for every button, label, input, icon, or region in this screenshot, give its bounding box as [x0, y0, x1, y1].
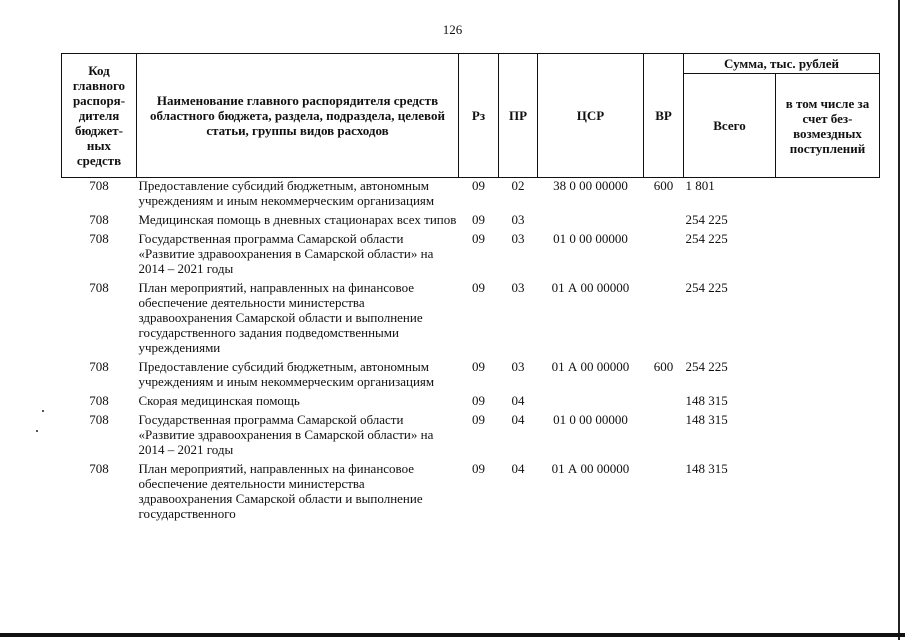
cell-incl [776, 393, 880, 412]
cell-csr [538, 212, 644, 231]
table-row [62, 359, 880, 393]
header-code: Код главного распоря-дителя бюджет-ных средств [62, 54, 137, 178]
cell-name: План мероприятий, направленных на финансовое обеспечение деятельности министерства здравоохранения Самарской области и выполнение государственного [138, 461, 423, 521]
cell-pr: 03 [511, 231, 525, 246]
cell-csr: 01 0 00 00000 [553, 231, 628, 246]
cell-total: 254 225 [685, 359, 728, 374]
cell-rz: 09 [472, 280, 485, 295]
cell-vr [644, 461, 684, 525]
header-vr: ВР [644, 54, 684, 178]
cell-incl [776, 280, 880, 359]
cell-rz: 09 [472, 461, 485, 476]
cell-rz: 09 [472, 178, 485, 193]
cell-total: 254 225 [685, 212, 728, 227]
table-row [62, 280, 880, 359]
cell-csr: 01 А 00 00000 [551, 461, 630, 476]
cell-rz: 09 [472, 359, 485, 374]
cell-pr: 02 [511, 178, 525, 193]
cell-pr: 03 [511, 280, 525, 295]
cell-name: Медицинская помощь в дневных стационарах всех типов [138, 212, 457, 227]
budget-table [61, 53, 880, 525]
cell-csr: 01 А 00 00000 [551, 359, 630, 374]
cell-pr: 04 [511, 461, 525, 476]
cell-total: 148 315 [685, 412, 728, 427]
cell-code: 708 [89, 280, 109, 295]
cell-csr: 38 0 00 00000 [553, 178, 628, 193]
cell-vr [644, 393, 684, 412]
cell-pr: 04 [511, 412, 525, 427]
cell-rz: 09 [472, 212, 485, 227]
table-row [62, 178, 880, 213]
cell-name: Государственная программа Самарской области «Развитие здравоохранения в Самарской области» на 2014 – 2021 годы [138, 231, 434, 276]
cell-incl [776, 231, 880, 280]
cell-vr: 600 [653, 359, 674, 374]
cell-rz: 09 [472, 231, 485, 246]
cell-name: Скорая медицинская помощь [138, 393, 300, 408]
header-rz: Рз [459, 54, 499, 178]
cell-code: 708 [89, 461, 109, 476]
cell-incl [776, 412, 880, 461]
cell-total: 148 315 [685, 461, 728, 476]
table-body [62, 178, 880, 526]
cell-name: Предоставление субсидий бюджетным, автономным учреждениям и иным некоммерческим организациям [138, 359, 435, 389]
cell-csr: 01 0 00 00000 [553, 412, 628, 427]
header-incl-gratuitous: в том числе за счет без-возмездных поступлений [776, 74, 880, 178]
cell-code: 708 [89, 412, 109, 427]
cell-pr: 03 [511, 359, 525, 374]
cell-incl [776, 212, 880, 231]
scan-edge [898, 0, 900, 640]
table-row [62, 212, 880, 231]
table-row [62, 231, 880, 280]
cell-incl [776, 461, 880, 525]
scan-speck [36, 430, 38, 432]
cell-pr: 04 [511, 393, 525, 408]
cell-vr [644, 280, 684, 359]
cell-code: 708 [89, 393, 109, 408]
cell-pr: 03 [511, 212, 525, 227]
table-row [62, 393, 880, 412]
cell-total: 254 225 [685, 231, 728, 246]
cell-code: 708 [89, 178, 109, 193]
scan-speck [42, 410, 44, 412]
cell-code: 708 [89, 212, 109, 227]
cell-rz: 09 [472, 393, 485, 408]
cell-csr: 01 А 00 00000 [551, 280, 630, 295]
table-row [62, 412, 880, 461]
header-sum: Сумма, тыс. рублей [684, 54, 880, 74]
cell-name: План мероприятий, направленных на финансовое обеспечение деятельности министерства здравоохранения Самарской области и выполнение государственного задания подведомственными учреждениями [138, 280, 423, 355]
cell-code: 708 [89, 231, 109, 246]
cell-incl [776, 359, 880, 393]
cell-total: 254 225 [685, 280, 728, 295]
cell-rz: 09 [472, 412, 485, 427]
table-row [62, 461, 880, 525]
cell-total: 1 801 [685, 178, 715, 193]
header-name: Наименование главного распорядителя средств областного бюджета, раздела, подраздела, целевой статьи, группы видов расходов [137, 54, 459, 178]
cell-vr [644, 412, 684, 461]
header-csr: ЦСР [538, 54, 644, 178]
scan-bottom-edge [0, 633, 905, 637]
cell-csr [538, 393, 644, 412]
cell-vr [644, 231, 684, 280]
table-header [62, 54, 880, 178]
page-number: 126 [442, 22, 463, 37]
cell-code: 708 [89, 359, 109, 374]
cell-name: Предоставление субсидий бюджетным, автономным учреждениям и иным некоммерческим организациям [138, 178, 435, 208]
cell-name: Государственная программа Самарской области «Развитие здравоохранения в Самарской области» на 2014 – 2021 годы [138, 412, 434, 457]
header-pr: ПР [499, 54, 538, 178]
cell-total: 148 315 [685, 393, 728, 408]
cell-vr: 600 [653, 178, 674, 193]
cell-vr [644, 212, 684, 231]
cell-incl [776, 178, 880, 213]
header-total: Всего [684, 74, 776, 178]
